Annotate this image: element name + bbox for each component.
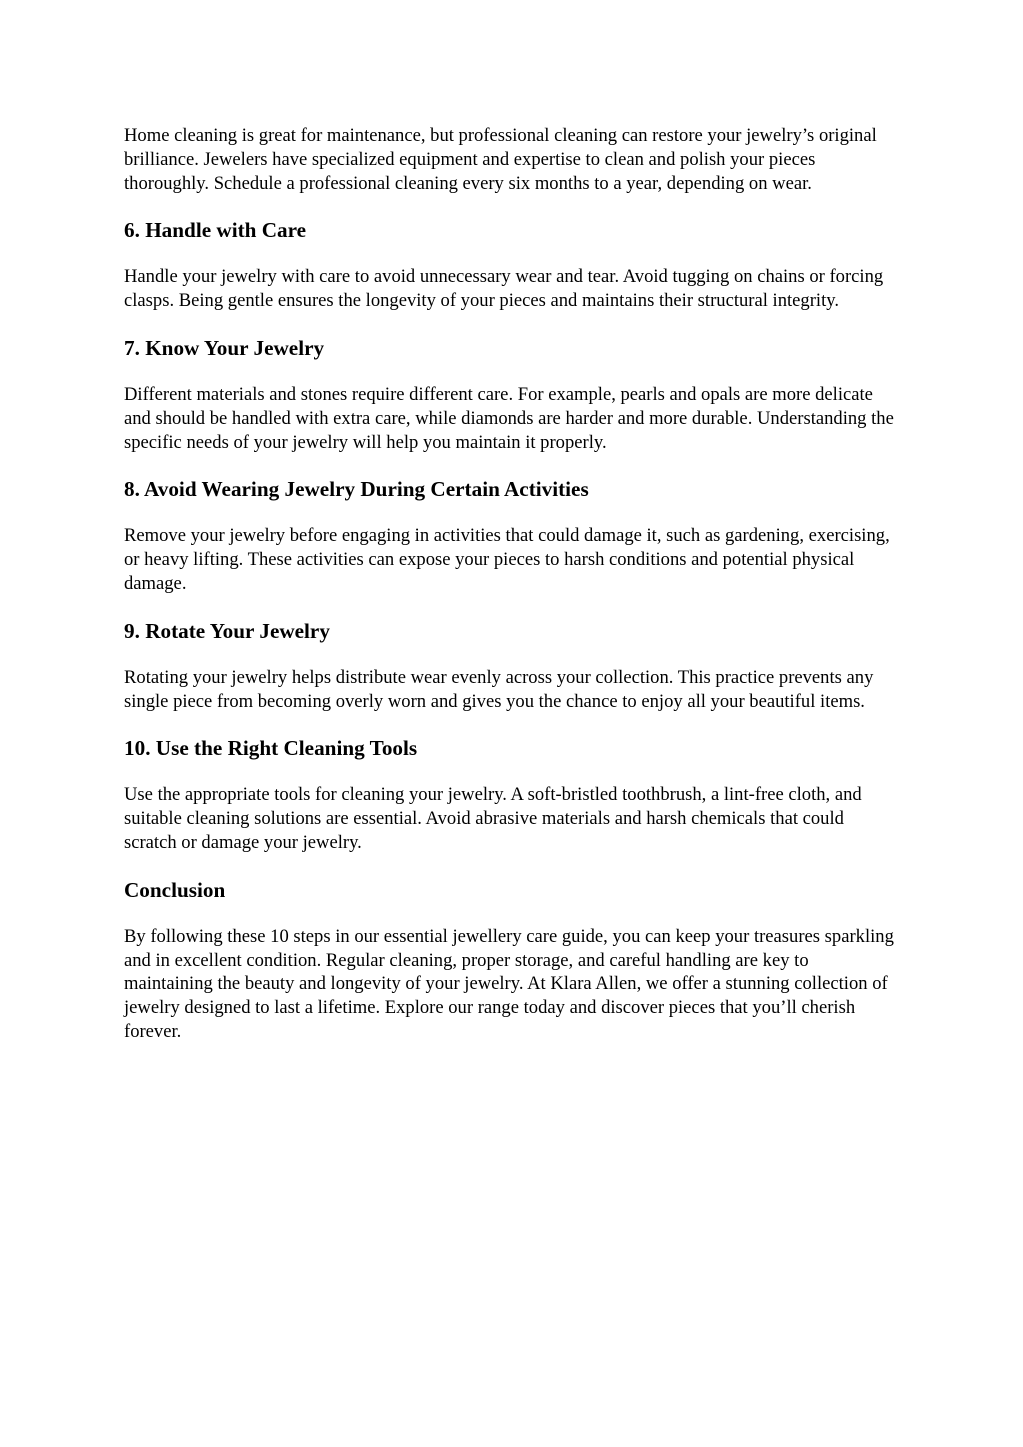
- section-paragraph-know-your-jewelry: Different materials and stones require different care. For example, pearls and opals are more delicate and should be handled with extra care, while diamonds are harder and more durable. Understanding the specific needs of your jewelry will help you maintain it properly.: [124, 383, 894, 453]
- section-paragraph-conclusion: By following these 10 steps in our essential jewellery care guide, you can keep your treasures sparkling and in excellent condition. Regular cleaning, proper storage, and careful handling are key to maintaining the beauty and longevity of your jewelry. At Klara Allen, we offer a stunning collection of jewelry designed to last a lifetime. Explore our range today and discover pieces that you’ll cherish forever.: [124, 925, 894, 1042]
- section-heading-conclusion: Conclusion: [124, 877, 226, 902]
- section-heading-cleaning-tools: 10. Use the Right Cleaning Tools: [124, 736, 418, 761]
- document-body: [124, 124, 899, 1044]
- section-paragraph-avoid-wearing: Remove your jewelry before engaging in activities that could damage it, such as gardening, exercising, or heavy lifting. These activities can expose your pieces to harsh conditions and potential physical damage.: [124, 525, 890, 594]
- section-paragraph-handle-with-care: Handle your jewelry with care to avoid unnecessary wear and tear. Avoid tugging on chains or forcing clasps. Being gentle ensures the longevity of your pieces and maintains their structural integrity.: [124, 266, 884, 312]
- section-heading-rotate-your-jewelry: 9. Rotate Your Jewelry: [124, 618, 330, 643]
- section-paragraph-cleaning-tools: Use the appropriate tools for cleaning your jewelry. A soft-bristled toothbrush, a lint-free cloth, and suitable cleaning solutions are essential. Avoid abrasive materials and harsh chemicals that could scratch or damage your jewelry.: [124, 784, 862, 853]
- section-heading-avoid-wearing: 8. Avoid Wearing Jewelry During Certain Activities: [124, 477, 589, 502]
- section-paragraph-rotate-your-jewelry: Rotating your jewelry helps distribute wear evenly across your collection. This practice prevents any single piece from becoming overly worn and gives you the chance to enjoy all your beautiful items.: [124, 666, 874, 712]
- intro-paragraph: Home cleaning is great for maintenance, but professional cleaning can restore your jewelry’s original brilliance. Jewelers have specialized equipment and expertise to clean and polish your pieces thoroughly. Schedule a professional cleaning every six months to a year, depending on wear.: [124, 125, 877, 194]
- section-heading-handle-with-care: 6. Handle with Care: [124, 218, 307, 243]
- section-heading-know-your-jewelry: 7. Know Your Jewelry: [124, 335, 325, 360]
